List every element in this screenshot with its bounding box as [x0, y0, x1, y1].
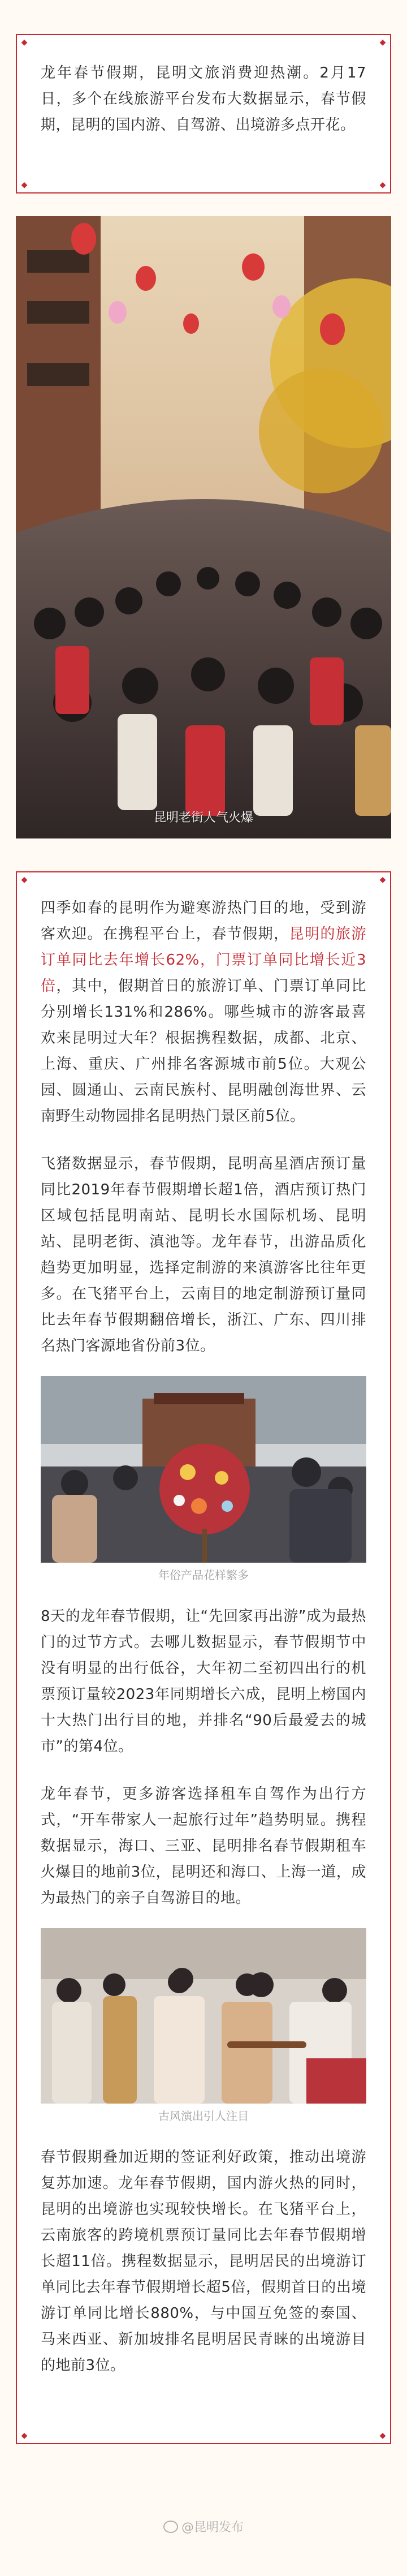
photo-performance-image [41, 1928, 366, 2104]
photo-old-street-caption: 昆明老街人气火爆 [153, 811, 253, 825]
photo-new-year-goods-image [41, 1376, 366, 1563]
paragraph-fliggy: 飞猪数据显示，春节假期，昆明高星酒店预订量同比2019年春节假期增长超1倍，酒店预订热门区域包括昆明南站、昆明长水国际机场、昆明站、昆明老街、滇池等。龙年春节，出游品质化趋势更加明显，选择定制游的来滇游客比往年更多。在飞猪平台上，云南目的地定制游预订量同比去年春节假期翻倍增长，浙江、广东、四川排名热门客源地省份前3位。 [41, 1155, 366, 1354]
paragraph-ctrip-highlight: 昆明的旅游订单同比去年增长62%，门票订单同比增长近3倍 [41, 926, 366, 995]
corner-ornament-icon: ◆ [379, 180, 386, 190]
source-watermark-text: @昆明发布 [181, 2521, 244, 2535]
corner-ornament-icon: ◆ [379, 38, 386, 47]
corner-ornament-icon: ◆ [21, 2431, 28, 2440]
weibo-logo-icon [163, 2521, 178, 2533]
corner-ornament-icon: ◆ [21, 180, 28, 190]
intro-text: 龙年春节假期，昆明文旅消费迎热潮。2月17日，多个在线旅游平台发布大数据显示，春节假期，昆明的国内游、自驾游、出境游多点开花。 [41, 64, 366, 134]
photo-performance [41, 1928, 366, 2104]
paragraph-rental: 龙年春节，更多游客选择租车自驾作为出行方式，“开车带家人一起旅行过年”趋势明显。携程数据显示，海口、三亚、昆明排名春节假期租车火爆目的地前3位，昆明还和海口、上海一道，成为最热门的亲子自驾游目的地。 [41, 1786, 366, 1907]
source-watermark [0, 2518, 407, 2535]
photo-new-year-goods-caption: 年俗产品花样繁多 [158, 1568, 249, 1582]
paragraph-ctrip-rest: ，其中，假期首日的旅游订单、门票订单同比分别增长131%和286%。哪些城市的游客最喜欢来昆明过大年？根据携程数据，成都、北京、上海、重庆、广州排名客源城市前5位。大观公园、圆通山、云南民族村、昆明融创海世界、云南野生动物园排名昆明热门景区前5位。 [41, 978, 366, 1125]
paragraph-qunar: 8天的龙年春节假期，让“先回家再出游”成为最热门的过节方式。去哪儿数据显示，春节假期节中没有明显的出行低谷，大年初二至初四出行的机票预订量较2023年同期增长六成，昆明上榜国内十大热门出行目的地，并排名“90后最爱去的城市”的第4位。 [41, 1608, 366, 1755]
photo-new-year-goods [41, 1376, 366, 1563]
article-box [16, 871, 391, 2444]
paragraph-outbound: 春节假期叠加近期的签证利好政策，推动出境游复苏加速。龙年春节假期，国内游火热的同时，昆明的出境游也实现较快增长。在飞猪平台上，云南旅客的跨境机票预订量同比去年春节假期增长超11倍。携程数据显示，昆明居民的出境游订单同比去年春节假期增长超5倍，假期首日的出境游订单同比增长880%，与中国互免签的泰国、马来西亚、新加坡排名昆明居民青睐的出境游目的地前3位。 [41, 2149, 366, 2374]
photo-old-street-image [16, 216, 391, 838]
paragraph-ctrip-lead: 四季如春的昆明作为避寒游热门目的地，受到游客欢迎。在携程平台上，春节假期， [41, 900, 366, 943]
photo-old-street [16, 216, 391, 838]
intro-box [16, 34, 391, 193]
corner-ornament-icon: ◆ [379, 2431, 386, 2440]
corner-ornament-icon: ◆ [21, 875, 28, 884]
corner-ornament-icon: ◆ [379, 875, 386, 884]
photo-performance-caption: 古风演出引人注目 [158, 2109, 249, 2123]
paragraph-ctrip [17, 895, 390, 1129]
corner-ornament-icon: ◆ [21, 38, 28, 47]
